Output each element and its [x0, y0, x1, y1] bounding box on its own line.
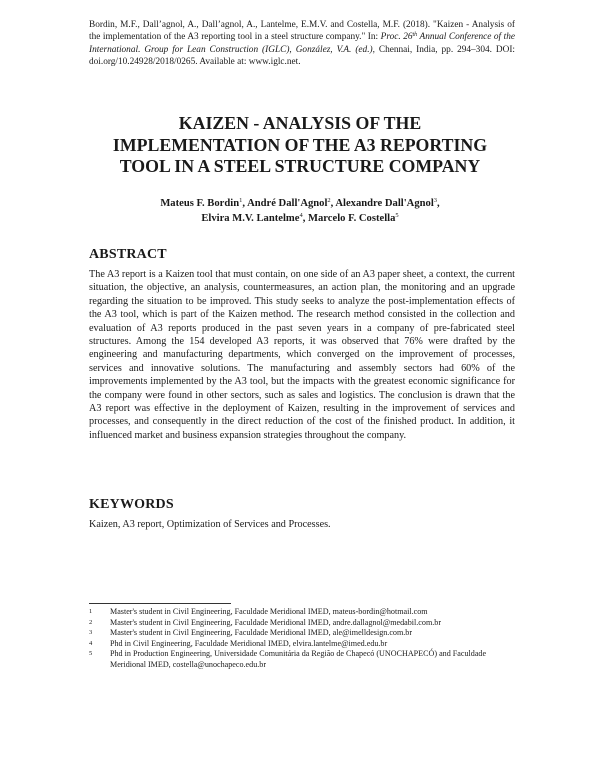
- footnote-number: 4: [89, 639, 93, 647]
- footnote-number: 5: [89, 650, 93, 658]
- author-affiliation-mark: 3: [433, 197, 438, 204]
- footnote-divider: [89, 603, 231, 604]
- author-separator: ,: [242, 198, 248, 209]
- author-affiliation-mark: 5: [395, 211, 399, 219]
- author-separator: ,: [302, 212, 308, 224]
- abstract-heading: ABSTRACT: [89, 247, 167, 262]
- citation-proc-sup: th: [412, 32, 418, 39]
- title-line: KAIZEN - ANALYSIS OF THE: [178, 113, 422, 133]
- footnote: [89, 618, 515, 629]
- citation-proc-prefix: Proc. 26: [380, 32, 413, 43]
- author: [160, 198, 247, 209]
- author: [201, 213, 308, 224]
- author: [335, 198, 439, 209]
- citation-proc-rest: Annual Conference of the International. Group for Lean Construction (IGLC): [89, 32, 515, 55]
- keywords-heading: KEYWORDS: [89, 497, 174, 512]
- author-list: [60, 197, 540, 226]
- footnote-text: Phd in Civil Engineering, Faculdade Meridional IMED, elvira.lantelme@imed.edu.br: [110, 638, 388, 648]
- footnote: [89, 628, 515, 639]
- footnote-text: Master's student in Civil Engineering, Faculdade Meridional IMED, andre.dallagnol@medabil.com.br: [110, 617, 442, 627]
- citation-editor: González, V.A. (ed.),: [295, 44, 375, 55]
- citation-header: [89, 19, 515, 69]
- author-name: Alexandre Dall'Agnol: [335, 198, 434, 209]
- citation-separator: ,: [289, 44, 296, 55]
- footnote: [89, 639, 515, 650]
- paper-title: [60, 113, 540, 178]
- author-name: Marcelo F. Costella: [308, 212, 396, 224]
- citation-text: Bordin, M.F., Dall’agnol, A., Dall’agnol, A., Lantelme, E.M.V. and Costella, M.F. (2018). "Kaizen - Analysis of the implementation of the A3 reporting tool in a steel structure company." In:: [89, 20, 515, 43]
- citation-details: Chennai, India, pp. 294–304. DOI: doi.org/10.24928/2018/0265. Available at: www.iglc.net.: [89, 44, 516, 68]
- footnote-list: [89, 607, 515, 671]
- author-name: Elvira M.V. Lantelme: [201, 212, 300, 224]
- footnote-text: Master's student in Civil Engineering, Faculdade Meridional IMED, ale@imelldesign.com.br: [110, 628, 413, 638]
- footnote-number: 1: [89, 608, 93, 615]
- footnote: [89, 607, 515, 618]
- footnote: [89, 649, 515, 670]
- footnote-text: Master's student in Civil Engineering, Faculdade Meridional IMED, mateus-bordin@hotmail.com: [110, 607, 428, 616]
- footnote-number: 3: [89, 629, 93, 637]
- author-separator: ,: [330, 198, 336, 209]
- author: [308, 213, 399, 224]
- author: [247, 198, 335, 209]
- title-line: TOOL IN A STEEL STRUCTURE COMPANY: [119, 156, 481, 176]
- author-name: André Dall'Agnol: [247, 198, 328, 209]
- author-affiliation-mark: 4: [299, 211, 303, 219]
- author-name: Mateus F. Bordin: [160, 198, 240, 209]
- abstract-body: The A3 report is a Kaizen tool that must contain, on one side of an A3 paper sheet, a context, the current situation, the objective, an analysis, countermeasures, an action plan, the monitoring and an upgrade regarding the situation to be improved. This study seeks to analyze the post-implementation effects of the A3 tool, which is part of the Kaizen method. The research method consisted in the collection and evaluation of A3 reports produced in the past seven years in a company of pre-fabricated steel structures. Among the 154 developed A3 reports, it was observed that 76% were drafted by the engineering and manufacturing departments, which converged on the improvement of processes, services and innovative solutions. The manufacturing and assembly sectors had 60% of the improvements implemented by the A3 tool, but the impacts with the greatest economic significance for the company were found in other sectors, such as sales and logistics. The conclusion is drawn that the A3 report was effective in the deployment of Kaizen, resulting in the improvement of services and processes, and consequently in the direct reduction of the cost of the finished product. In addition, it influenced market and business expansion strategies throughout the company.: [89, 269, 515, 441]
- author-separator: ,: [437, 198, 440, 209]
- title-line: IMPLEMENTATION OF THE A3 REPORTING: [112, 134, 488, 155]
- keywords-body: Kaizen, A3 report, Optimization of Services and Processes.: [89, 519, 331, 530]
- footnote-text: Phd in Production Engineering, Universidade Comunitária da Região de Chapecó (UNOCHAPECÓ) and Faculdade Meridional IMED, costella@unochapeco.edu.br: [110, 649, 487, 669]
- author-affiliation-mark: 1: [239, 197, 243, 204]
- footnote-number: 2: [89, 618, 93, 626]
- author-affiliation-mark: 2: [327, 197, 331, 204]
